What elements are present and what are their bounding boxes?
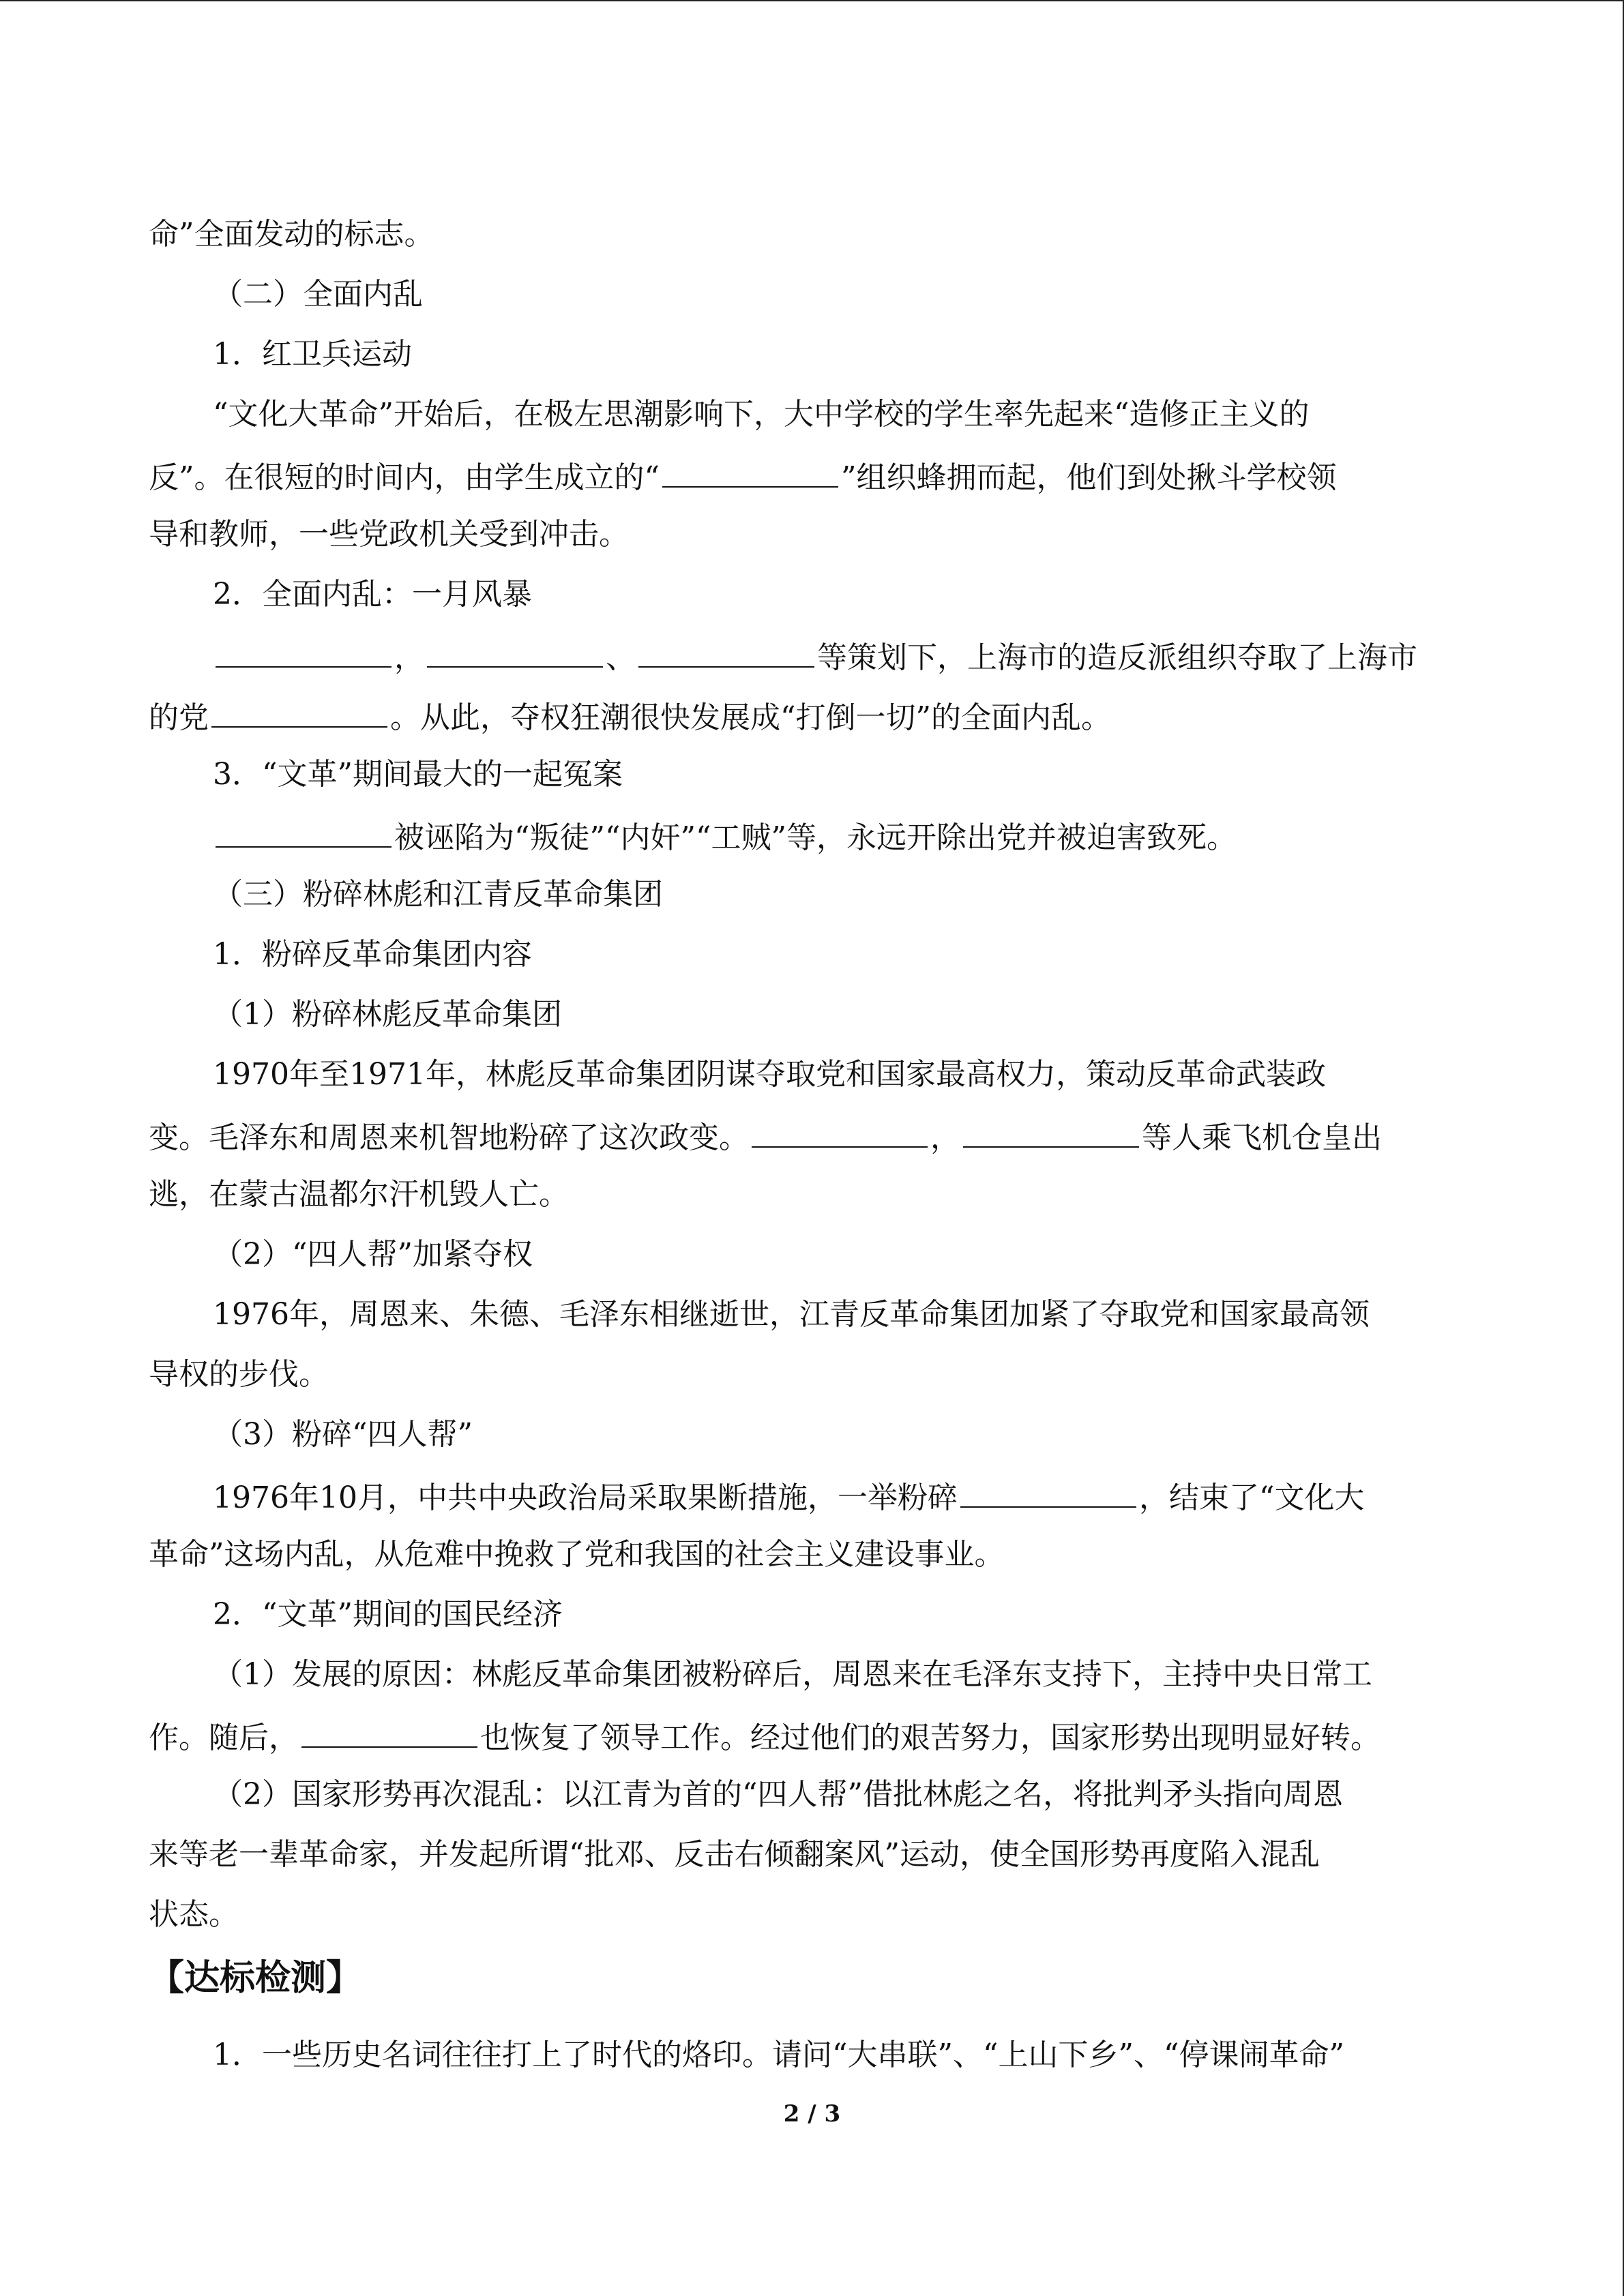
text-line-with-blank <box>213 1475 1475 1518</box>
section-heading: （二）全面内乱 <box>213 277 423 312</box>
fill-blank[interactable] <box>638 635 814 668</box>
subsection-heading: 2．“文革”期间的国民经济 <box>213 1597 563 1632</box>
subsection-heading: 1．红卫兵运动 <box>213 337 412 372</box>
text-line-with-blank <box>149 1115 1475 1158</box>
fill-blank[interactable] <box>216 815 392 848</box>
subsection-heading: （2）“四人帮”加紧夺权 <box>213 1237 533 1272</box>
fill-blank[interactable] <box>211 695 387 728</box>
text-segment: 等人乘飞机仓皇出 <box>1142 1120 1382 1155</box>
text-line: “文化大革命”开始后，在极左思潮影响下，大中学校的学生率先起来“造修正主义的 <box>213 397 1310 432</box>
text-line: 状态。 <box>149 1897 239 1932</box>
text-line: 导和教师，一些党政机关受到冲击。 <box>149 517 629 552</box>
fill-blank[interactable] <box>427 635 603 668</box>
text-segment: ”组织蜂拥而起，他们到处揪斗学校领 <box>841 460 1337 495</box>
practice-heading: 【达标检测】 <box>149 1957 362 1999</box>
subsection-heading: 3．“文革”期间最大的一起冤案 <box>213 757 623 792</box>
text-line: 命”全面发动的标志。 <box>149 217 434 252</box>
text-line: 1970年至1971年，林彪反革命集团阴谋夺取党和国家最高权力，策动反革命武装政 <box>213 1057 1326 1092</box>
text-segment: ，结束了“文化大 <box>1138 1480 1365 1515</box>
text-segment: 。从此，夺权狂潮很快发展成“打倒一切”的全面内乱。 <box>390 700 1111 735</box>
text-line: 1976年，周恩来、朱德、毛泽东相继逝世，江青反革命集团加紧了夺取党和国家最高领 <box>213 1297 1370 1332</box>
text-segment: ， <box>930 1120 960 1155</box>
text-line: （1）发展的原因：林彪反革命集团被粉碎后，周恩来在毛泽东支持下，主持中央日常工 <box>213 1657 1372 1692</box>
text-line-with-blank <box>149 455 1475 498</box>
question-line: 1．一些历史名词往往打上了时代的烙印。请问“大串联”、“上山下乡”、“停课闹革命” <box>213 2038 1344 2072</box>
fill-blank[interactable] <box>662 455 838 488</box>
subsection-heading: 1．粉碎反革命集团内容 <box>213 937 532 972</box>
text-segment: 作。随后， <box>149 1720 299 1755</box>
text-line-with-blank <box>149 695 1475 738</box>
fill-blank[interactable] <box>960 1475 1136 1508</box>
text-segment: 变。毛泽东和周恩来机智地粉碎了这次政变。 <box>149 1120 749 1155</box>
subsection-heading: 2．全面内乱：一月风暴 <box>213 577 532 612</box>
text-line-with-blank <box>213 635 1475 678</box>
text-line: 逃，在蒙古温都尔汗机毁人亡。 <box>149 1177 569 1212</box>
subsection-heading: （1）粉碎林彪反革命集团 <box>213 997 562 1032</box>
text-segment: 的党 <box>149 700 209 735</box>
text-segment: 、 <box>606 640 636 675</box>
text-line: 来等老一辈革命家，并发起所谓“批邓、反击右倾翻案风”运动，使全国形势再度陷入混乱 <box>149 1837 1320 1872</box>
fill-blank[interactable] <box>963 1115 1139 1148</box>
page-number: 2 / 3 <box>783 2100 841 2128</box>
text-line: （2）国家形势再次混乱：以江青为首的“四人帮”借批林彪之名，将批判矛头指向周恩 <box>213 1777 1343 1812</box>
fill-blank[interactable] <box>301 1715 477 1748</box>
text-segment: 反”。在很短的时间内，由学生成立的“ <box>149 460 660 495</box>
subsection-heading: （3）粉碎“四人帮” <box>213 1417 473 1452</box>
top-border <box>0 0 1624 1</box>
text-line: 导权的步伐。 <box>149 1357 329 1392</box>
section-heading: （三）粉碎林彪和江青反革命集团 <box>213 877 663 912</box>
text-line-with-blank <box>149 1715 1475 1758</box>
text-line-with-blank <box>213 815 1475 858</box>
text-segment: 1976年10月，中共中央政治局采取果断措施，一举粉碎 <box>213 1480 958 1515</box>
text-line: 革命”这场内乱，从危难中挽救了党和我国的社会主义建设事业。 <box>149 1537 1005 1572</box>
fill-blank[interactable] <box>752 1115 928 1148</box>
text-segment: 被诬陷为“叛徒”“内奸”“工贼”等，永远开除出党并被迫害致死。 <box>394 820 1237 855</box>
text-segment: 等策划下，上海市的造反派组织夺取了上海市 <box>817 640 1417 675</box>
text-segment: ， <box>394 640 424 675</box>
fill-blank[interactable] <box>216 635 392 668</box>
text-segment: 也恢复了领导工作。经过他们的艰苦努力，国家形势出现明显好转。 <box>480 1720 1381 1755</box>
